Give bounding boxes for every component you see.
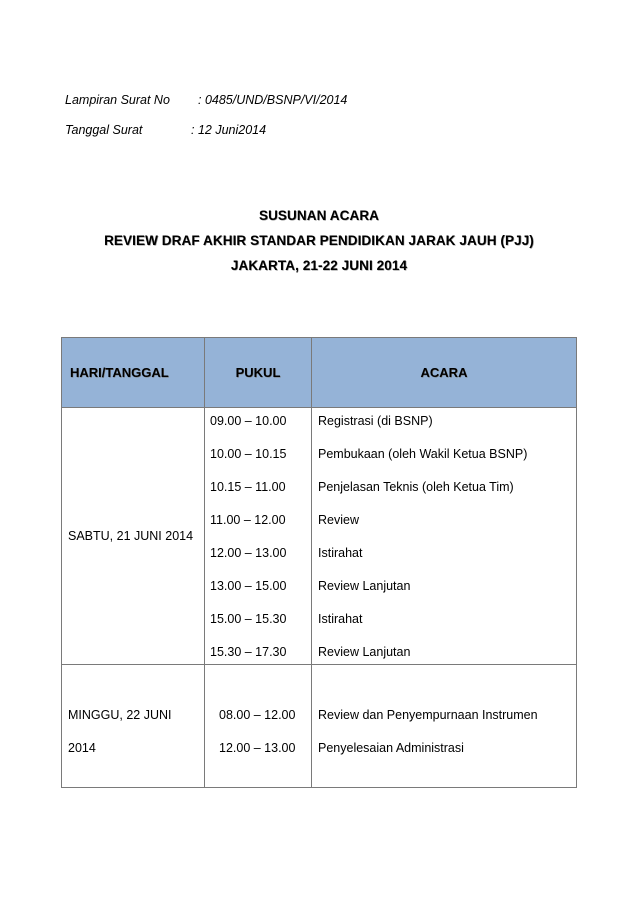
time-cell [205,408,312,665]
attachment-ref-label: Lampiran Surat No [65,93,170,107]
time-slot: 12.00 – 13.00 [210,546,287,560]
table-row [62,408,577,665]
day-label-line1: MINGGU, 22 JUNI [68,708,172,722]
document-subtitle: REVIEW DRAF AKHIR STANDAR PENDIDIKAN JARAK JAUH (PJJ) [104,233,534,248]
document-title: SUSUNAN ACARA [258,208,380,223]
day-cell [62,408,205,665]
event-cell [312,665,577,788]
time-slot: 10.00 – 10.15 [210,447,287,461]
event-item: Pembukaan (oleh Wakil Ketua BSNP) [318,447,528,461]
time-slot: 15.00 – 15.30 [210,612,287,626]
table-row [62,665,577,788]
letter-date-label: Tanggal Surat [65,123,143,137]
time-cell [205,665,312,788]
event-item: Penyelesaian Administrasi [318,741,464,755]
time-slot: 11.00 – 12.00 [210,513,286,527]
event-cell [312,408,577,665]
event-item: Istirahat [318,612,363,626]
day-label-line2: 2014 [68,741,96,755]
letter-date-value: : 12 Juni2014 [191,123,267,137]
schedule-table [61,337,577,788]
event-item: Review [318,513,359,527]
time-slot: 15.30 – 17.30 [210,645,287,659]
day-label: SABTU, 21 JUNI 2014 [68,529,194,543]
event-item: Review Lanjutan [318,579,411,593]
event-item: Review dan Penyempurnaan Instrumen [318,708,538,722]
event-item: Istirahat [318,546,363,560]
column-header-day: HARI/TANGGAL [62,338,205,408]
day-cell [62,665,205,788]
time-slot: 10.15 – 11.00 [210,480,286,494]
time-slot: 08.00 – 12.00 [219,708,296,722]
document-location-date: JAKARTA, 21-22 JUNI 2014 [230,258,408,273]
attachment-ref-value: : 0485/UND/BSNP/VI/2014 [198,93,348,107]
event-item: Penjelasan Teknis (oleh Ketua Tim) [318,480,514,494]
table-header-row [62,338,577,408]
time-slot: 13.00 – 15.00 [210,579,287,593]
event-item: Review Lanjutan [318,645,411,659]
time-slot: 12.00 – 13.00 [219,741,296,755]
time-slot: 09.00 – 10.00 [210,414,287,428]
column-header-time: PUKUL [205,338,312,408]
event-item: Registrasi (di BSNP) [318,414,433,428]
column-header-event: ACARA [312,338,577,408]
